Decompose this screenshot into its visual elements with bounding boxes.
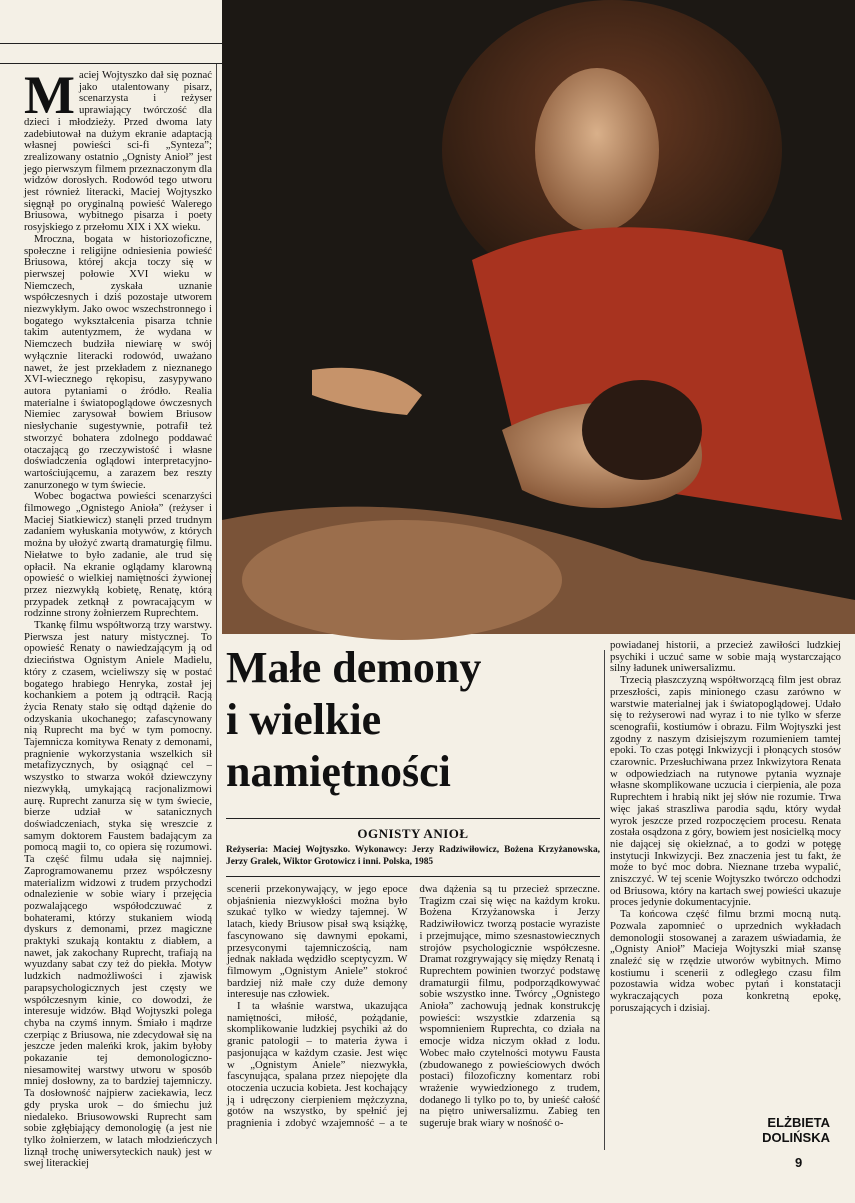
headline-line: namiętności <box>226 747 451 796</box>
paragraph-text: aciej Wojtyszko dał się poznać jako utalentowany pisarz, scenarzysta i reżyser uprawiający twórczość dla dzieci i młodzieży. Przed dwoma laty zadebiutował na dużym ekranie adaptacją własnej powieści sci-fi „Synteza”; zrealizowany ostatnio „Ognisty Anioł” jest jego pierwszym filmem przeznaczonym dla widzów dorosłych. Rodowód tego utworu jest również literacki, Maciej Wojtyszko sięgnął po oryginalną powieść Walerego Briusowa, wybitnego pisarza i poety rosyjskiego z przełomu XIX i XX wieku. <box>24 69 212 234</box>
author-signature <box>700 1115 830 1145</box>
column-rule-left <box>216 64 217 1144</box>
headline-line: i wielkie <box>226 695 382 744</box>
paragraph: Mroczna, bogata w historiozoficzne, społeczne i religijne odniesienia powieść Briusowa, której akcja toczy się w pierwszej połowie XVI wieku w Niemczech, zyskała uznanie współczesnych i dziś pozostaje utworem niezwykłym. Jako owoc wszechstronnego i bogatego wykształcenia pisarza tchnie takim autentyzmem, że wydana w Niemczech budziła niewiarę w swój wyłącznie literacki rodowód, uważano nawet, że jest przekładem z nieznanego XVI-wiecznego rękopisu, zasypywano autora pytaniami o źródło. Realia materialne i światopoglądowe ówczesnych Niemiec zarysował bowiem Briusow niesłychanie sugestywnie, potrafił też stworzyć bohatera zdolnego poddawać otaczającą go rzeczywistość i własne doświadczenia oglądowi interpretacyjno-wartościującemu, a zarazem bez reszty zanurzonego w tym świecie. <box>24 232 212 491</box>
film-still-photo <box>222 0 855 634</box>
paragraph <box>24 65 212 234</box>
paragraph: scenerii przekonywający, w jego epoce objaśnienia niezwykłości można było szukać tylko w wiedzy tajemnej. W latach, kiedy Briusow pisał swą książkę, fascynowano się dawnymi epokami, przesyconymi tajemniczością, nam jednak nakłada wędzidło sceptycyzm. W filmowym „Ognistym Aniele” stokroć bardziej niż małe czy duże demony interesuje nas człowiek. <box>227 883 408 1001</box>
top-rule <box>0 43 222 44</box>
paragraph: Tkankę filmu współtworzą trzy warstwy. Pierwsza jest natury mistycznej. To opowieść Renaty o nawiedzającym ją od dzieciństwa Ognistym Aniele Madielu, który z czasem, wcieliwszy się w postać bogatego hrabiego Henryka, został jej kochankiem a potem ją odtrącił. Racją życia Renaty stało się odtąd dążenie do odzyskania ukochanego; zafascynowany nią Ruprecht ma być w tym pomocny. Tajemnicza komitywa Renaty z demonami, pragnienie wykorzystania wszelkich sił metafizycznych, by osiągnąć cel – wszystko to stwarza wokół dziewczyny niezwykłą, umykającą racjonalizmowi aurę. Ruprecht zanurza się w tym świecie, bierze udział w satanicznych doświadczeniach, styka się wreszcie z samym doktorem Faustem badającym za pomocą magii to, co opiera się rozumowi. Ta część filmu udała się najmniej. Zaprogramowanemu przez współczesny materializm widzowi z trudem przychodzi odnalezienie w sobie wiary i przejęcia pozwalającego współodczuwać z bohaterami, którzy stukaniem wiodą dyskurs z demonami, przez magiczne praktyki szukają kontaktu z diabłem, a nawet, jak zakochany Ruprecht, trafiają na wyuzdany sabat czy też do piekła. Motyw ludzkich nadmożliwości i zjawisk parapsychologicznych jest częsty we współczesnym kinie, co dowodzi, że interesuje widzów. Błąd Wojtyszki polega chyba na czymś innym. Śmiało i mądrze czerpiąc z Briusowa, nie zdecydował się na jeszcze jeden maleńki krok, jakim byłoby pokazanie tej demonologiczno-niesamowitej warstwy utworu w sposób mniej dosłowny, za to bardziej tajemniczy. Ta dosłowność najpierw zaciekawia, lecz gdy pryska urok – do śmiechu już niedaleko. Briusowowski Ruprecht sam sobie zgłębiający demonologię (a jest nie tylko żołnierzem, w latach młodzieńczych liznął trochę uniwersyteckich nauk) jest w swej literackiej <box>24 619 212 1170</box>
article-middle-column <box>227 884 600 1146</box>
article-right-column <box>610 640 841 1090</box>
article-left-column <box>24 65 212 1170</box>
credits-rule-bottom <box>226 876 600 877</box>
credits-rule-top <box>226 818 600 819</box>
paragraph: Trzecią płaszczyzną współtworzącą film jest obraz przeszłości, zapis minionego czasu zarówno w warstwie materialnej jak i światopoglądowej. Udało się to reżyserowi nad wyraz i to nie tylko w sferze scenografii, kostiumów i obrazu. Film Wojtyszki jest zgodny z naszym dzisiejszym rozumieniem tamtej epoki. To czas potęgi Inkwizycji i płonących stosów czarownic. Przesłuchiwana przez Inkwizytora Renata w odpowiedziach na rutynowe pytania wyznaje własne skomplikowane uczucia i cierpienia, ale poza Ruprechtem i hrabią nikt jej słów nie rozumie. Trwa więc jakaś straszliwa parodia sądu, który wydał wyrok jeszcze przed rozpoczęciem procesu. Renata została osądzona z góry, bowiem jest nosicielką mocy nie dającej się okiełznać, a to godzi w potęgę instytucji Inkwizycji. Bez znaczenia jest tu fakt, że może to być moc dobra. Nieznane trzeba wypalić, zniszczyć. W tej scenie Wojtyszko twórczo odchodzi od Briusowa, który na kartach swej powieści ukazuje proces jedynie dokumentacyjnie. <box>610 674 841 909</box>
paragraph: Wobec bogactwa powieści scenarzyści filmowego „Ognistego Anioła” (reżyser i Maciej Siatkiewicz) stanęli przed trudnym zadaniem wyłuskania motywów, z których można by ułożyć zwartą dramaturgię filmu. Niełatwe to było zadanie, ale trud się opłacił. Na ekranie oglądamy klarowną opowieść o wielkiej namiętności żywionej przez niezwykłą kobietę, Renatę, którą przypadek zetknął z powracającym w rodzinne strony żołnierzem Ruprechtem. <box>24 490 212 620</box>
page-number: 9 <box>795 1155 803 1170</box>
film-credits: Reżyseria: Maciej Wojtyszko. Wykonawcy: Jerzy Radziwiłowicz, Bożena Krzyżanowska, Jerzy Gralek, Wiktor Grotowicz i inni. Polska, 1985 <box>226 845 600 867</box>
paragraph: I ta właśnie warstwa, ukazująca namiętności, miłość, pożądanie, skomplikowanie ludzkiej psychiki aż do granic patologii – to materia żywa i pasjonująca w każdym czasie. Jest więc w „Ognistym Aniele” niezwykła, fascynująca, spalana przez niepojęte dla otoczenia uczucia kobieta. Jest kochający ją i udręczony cierpieniem mężczyzna, gotów na wszystko, by spełnić jej pragnienia i zdobyć wzajemność – a te dwa dążenia są tu przecież sprzeczne. Tragizm czai się więc na każdym kroku. Bożena Krzyżanowska i Jerzy Radziwiłowicz tworzą postacie wyraziste i przejmujące, mimo szesnastowiecznych strojów psychologicznie współczesne. Dramat rozgrywający się między Renatą i Ruprechtem powinien tworzyć podstawę dramaturgii filmu, podporządkowywać sobie wszystko inne. Twórcy „Ognistego Anioła” zachowują jednak konstrukcję powieści: wszystkie zdarzenia są wspomnieniem Ruprechta, co działa na emocje widza niczym okład z lodu. Wobec mało czytelności motywu Fausta (zbudowanego z powieściowych dwóch postaci) filozoficzny komentarz robi wrażenie wywiedzionego z trudem, dodanego li tylko po to, by unieść całość na piętro uniwersalizmu. Zabieg ten sugeruje brak wiary w nośność o- <box>227 883 600 1130</box>
article-headline <box>226 642 600 798</box>
film-still-illustration <box>222 0 855 634</box>
paragraph: powiadanej historii, a przecież zawiłości ludzkiej psychiki i uczuć same w sobie mają wystarczająco silny ładunek uniwersalizmu. <box>610 639 841 675</box>
film-title: OGNISTY ANIOŁ <box>357 826 469 841</box>
headline-line: Małe demony <box>226 643 482 692</box>
paragraph: Ta końcowa część filmu brzmi mocną nutą. Pozwala zapomnieć o uprzednich wykładach demonologii stosowanej a zarazem uświadamia, że „Ognisty Anioł” Macieja Wojtyszki miał szansę znaleźć się w rzędzie utworów wybitnych. Mimo kostiumu i scenerii z odległego czasu film pozostawia widza wobec pytań i konstatacji wykraczających poza konkretną epokę, poruszających i dzisiaj. <box>610 908 841 1014</box>
column-rule-right <box>604 650 605 1150</box>
top-rule-lower <box>0 63 222 64</box>
author-last-name: DOLIŃSKA <box>762 1130 830 1145</box>
author-first-name: ELŻBIETA <box>767 1115 830 1130</box>
drop-cap: M <box>24 65 75 125</box>
